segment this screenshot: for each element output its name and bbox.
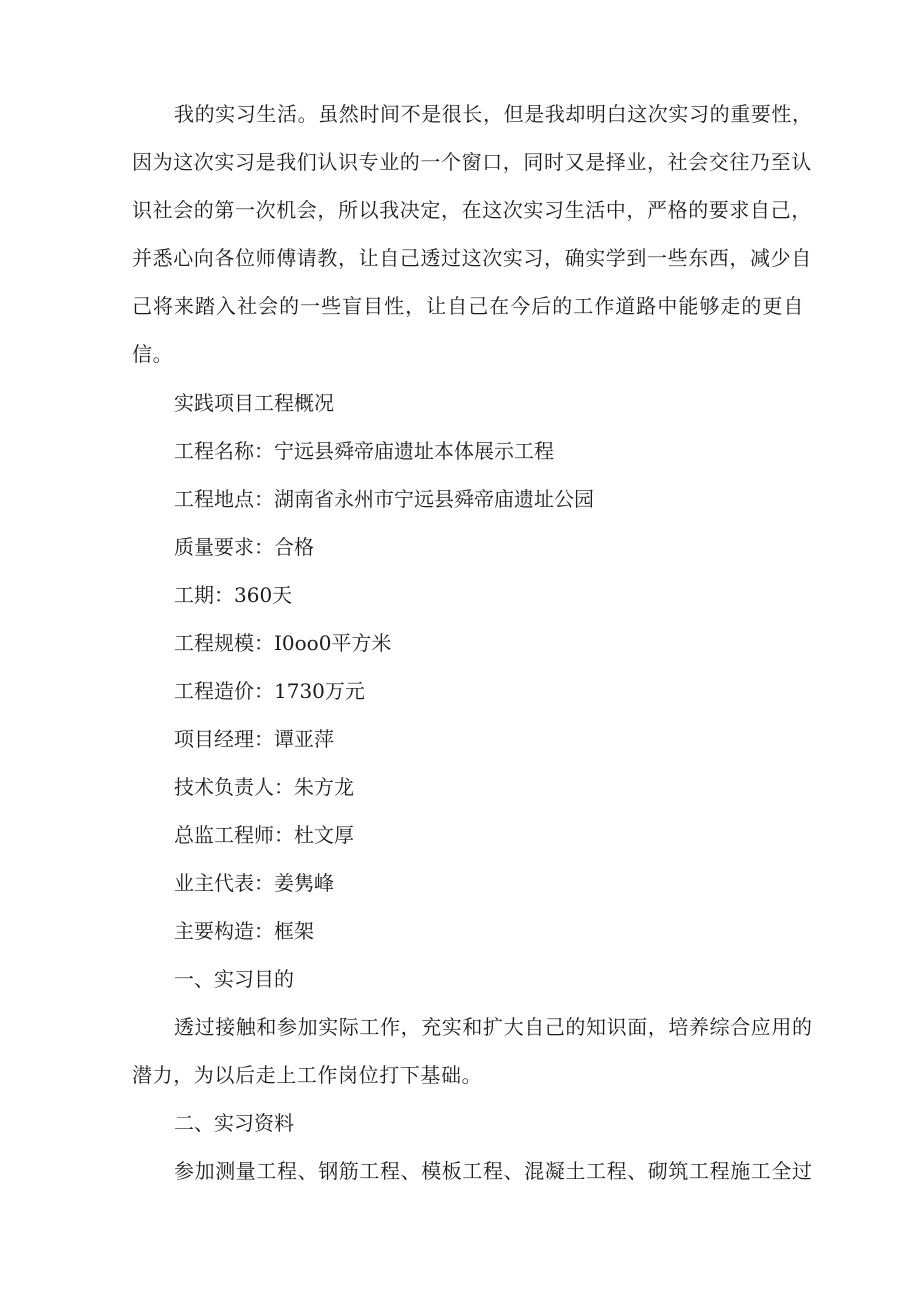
section-heading: 一、实习目的: [174, 967, 294, 991]
intro-line: 我的实习生活。虽然时间不是很长，但是我却明白这次实习的重要性，: [174, 102, 813, 126]
project-field-chief-supervisor: 总监工程师：杜文厚: [174, 823, 354, 847]
project-field-tech-lead: 技术负责人：朱方龙: [174, 775, 354, 799]
section-body-line: 透过接触和参加实际工作，充实和扩大自己的知识面，培养综合应用的: [174, 1015, 813, 1039]
project-field-manager: 项目经理：谭亚萍: [174, 727, 334, 751]
intro-line: 信。: [132, 342, 174, 366]
section-body-line: 潜力，为以后走上工作岗位打下基础。: [132, 1063, 483, 1087]
section-heading: 二、实习资料: [174, 1111, 294, 1135]
intro-line: 因为这次实习是我们认识专业的一个窗口，同时又是择业，社会交往乃至认: [132, 150, 812, 174]
project-field-duration: 工期：360天: [174, 583, 293, 607]
section-body-line: 参加测量工程、钢筋工程、模板工程、混凝土工程、砌筑工程施工全过: [174, 1159, 813, 1183]
project-field-location: 工程地点：湖南省永州市宁远县舜帝庙遗址公园: [174, 487, 594, 511]
intro-line: 并悉心向各位师傅请教，让自己透过这次实习，确实学到一些东西，减少自: [132, 246, 812, 270]
project-field-quality: 质量要求：合格: [174, 535, 314, 559]
intro-line: 识社会的第一次机会，所以我决定，在这次实习生活中，严格的要求自己，: [132, 198, 812, 222]
project-field-structure: 主要构造：框架: [174, 919, 314, 943]
project-field-owner-rep: 业主代表：姜隽峰: [174, 871, 334, 895]
overview-heading: 实践项目工程概况: [174, 391, 334, 415]
project-field-cost: 工程造价：1730万元: [174, 679, 365, 703]
project-field-scale: 工程规模：I0oo0平方米: [174, 631, 392, 655]
project-field-name: 工程名称：宁远县舜帝庙遗址本体展示工程: [174, 439, 554, 463]
intro-line: 己将来踏入社会的一些盲目性，让自己在今后的工作道路中能够走的更自: [132, 294, 804, 318]
